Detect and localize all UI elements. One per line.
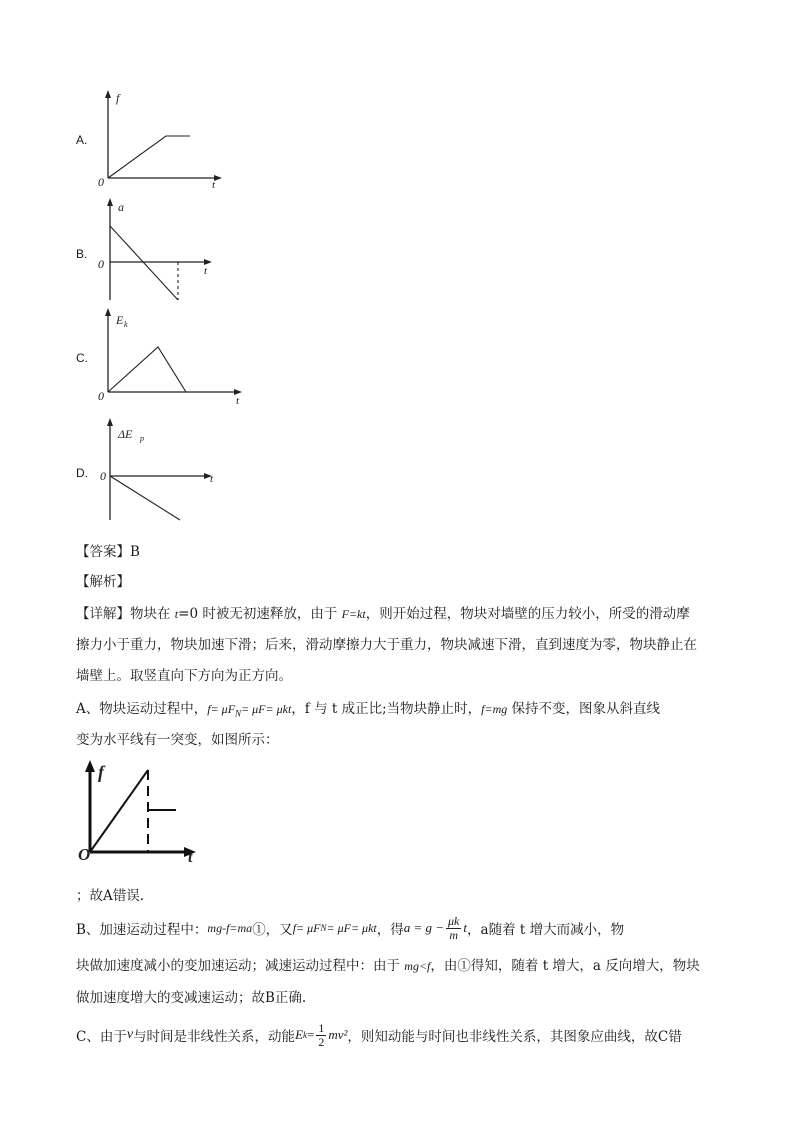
section-c-line-1 xyxy=(76,1018,682,1052)
graph-line xyxy=(110,226,178,300)
math: mg<f xyxy=(404,959,431,973)
text: 块做加速度减小的变加速运动；减速运动过程中：由于 xyxy=(76,958,405,974)
graph-line xyxy=(108,347,186,392)
analysis-heading: 【解析】 xyxy=(76,574,130,590)
fraction xyxy=(446,915,461,942)
section-b-line-1 xyxy=(76,912,624,944)
detail-line-2: 擦力小于重力，物块加速下滑；后来，滑动摩擦力大于重力，物块减速下滑，直到速度为零，物块静止在 xyxy=(76,637,697,653)
text: 与时间是非线性关系，动能 xyxy=(133,1029,296,1045)
section-b-line-2 xyxy=(76,954,700,974)
fraction-denominator: 2 xyxy=(318,1034,325,1049)
math: f= μF xyxy=(292,920,321,935)
detail-tag: 【详解】 xyxy=(76,606,130,622)
y-axis-arrow xyxy=(107,418,113,426)
x-axis-label: t xyxy=(204,265,208,277)
formula-ek: E xyxy=(295,1027,304,1042)
x-axis-label: t xyxy=(212,179,216,190)
option-c-graph xyxy=(96,306,246,410)
text: A、物块运动过程中， xyxy=(76,701,208,717)
graph-rising-line xyxy=(90,770,148,852)
detail-text: 物块在 xyxy=(130,606,175,622)
math: f=mg xyxy=(481,702,508,716)
section-a-figure xyxy=(78,760,200,862)
y-axis-label: E xyxy=(116,313,124,327)
option-b-label: B. xyxy=(76,247,88,261)
text: ，得 xyxy=(376,922,404,938)
option-c-label: C. xyxy=(76,351,88,365)
text: ，则知动能与时间也非线性关系，其图象应曲线，故C错 xyxy=(347,1029,682,1045)
graph-line xyxy=(110,476,180,520)
text: ，a随着 t 增大而减小，物 xyxy=(467,922,625,938)
y-axis-arrow xyxy=(85,760,95,772)
y-axis-arrow xyxy=(105,308,111,316)
math-sub: N xyxy=(320,923,327,933)
text: C、由于 xyxy=(76,1029,127,1045)
option-d-label: D. xyxy=(76,466,88,480)
option-a-label: A. xyxy=(76,133,88,147)
option-a-graph xyxy=(96,88,226,190)
formula-t: t xyxy=(463,920,468,935)
detail-line-3: 墙壁上。取竖直向下方向为正方向。 xyxy=(76,668,292,684)
detail-line-1 xyxy=(76,602,690,622)
y-axis-label: a xyxy=(118,200,124,214)
y-axis-subscript: p xyxy=(140,434,144,443)
section-b-line-3: 做加速度增大的变减速运动；故B正确. xyxy=(76,990,307,1006)
text: ，由①得知，随着 t 增大，a 反向增大，物块 xyxy=(430,958,700,974)
y-axis-label: f xyxy=(98,762,104,782)
formula-mv2: mv² xyxy=(328,1027,348,1042)
math: = μF= μkt xyxy=(241,702,292,716)
section-a-line-2: 变为水平线有一突变，如图所示： xyxy=(76,732,279,748)
section-a-line-1 xyxy=(76,697,660,719)
origin-label: 0 xyxy=(100,469,106,483)
text: ，f 与 t 成正比;当物块静止时， xyxy=(291,701,482,717)
x-axis-arrow xyxy=(214,175,222,181)
fraction-numerator: 1 xyxy=(318,1020,325,1035)
math: = μF= μkt xyxy=(326,920,377,935)
graph-line xyxy=(108,136,190,178)
y-axis-label: ΔE xyxy=(118,427,133,441)
formula-eq: = xyxy=(307,1027,315,1042)
formula-sub: k xyxy=(303,1030,308,1040)
text: B、加速运动过程中： xyxy=(76,922,208,938)
fraction-denominator: m xyxy=(449,927,459,942)
origin-label: 0 xyxy=(98,389,104,403)
section-a-line-3: ；故A错误. xyxy=(76,888,145,904)
math: f= μF xyxy=(207,702,236,716)
option-d-graph xyxy=(96,416,226,524)
x-axis-label: t xyxy=(188,849,193,862)
y-axis-arrow xyxy=(107,198,113,206)
origin-label: 0 xyxy=(98,175,104,189)
text: 保持不变，图象从斜直线 xyxy=(507,701,661,717)
y-axis-arrow xyxy=(105,90,111,98)
answer: 【答案】B xyxy=(76,544,140,560)
detail-text: ，则开始过程，物块对墙壁的压力较小，所受的滑动摩 xyxy=(365,606,690,622)
fraction xyxy=(316,1022,326,1049)
x-axis-label: t xyxy=(236,395,240,407)
origin-label: 0 xyxy=(98,257,104,271)
formula-left: a = g − xyxy=(403,920,445,935)
math-f-kt: F=kt xyxy=(341,607,366,621)
origin-label: O xyxy=(78,845,91,862)
option-b-graph xyxy=(96,196,226,304)
math-t: t xyxy=(174,607,179,621)
y-axis-subscript: k xyxy=(124,320,128,329)
y-axis-label: f xyxy=(116,91,120,105)
math: mg-f=ma xyxy=(207,920,253,935)
detail-text: =0 时被无初速释放，由于 xyxy=(178,606,342,622)
fraction-numerator: μk xyxy=(448,913,460,928)
math-v: v xyxy=(126,1027,134,1042)
math-sub: N xyxy=(235,708,242,719)
x-axis-label: t xyxy=(210,473,214,485)
text: ①，又 xyxy=(252,922,293,938)
